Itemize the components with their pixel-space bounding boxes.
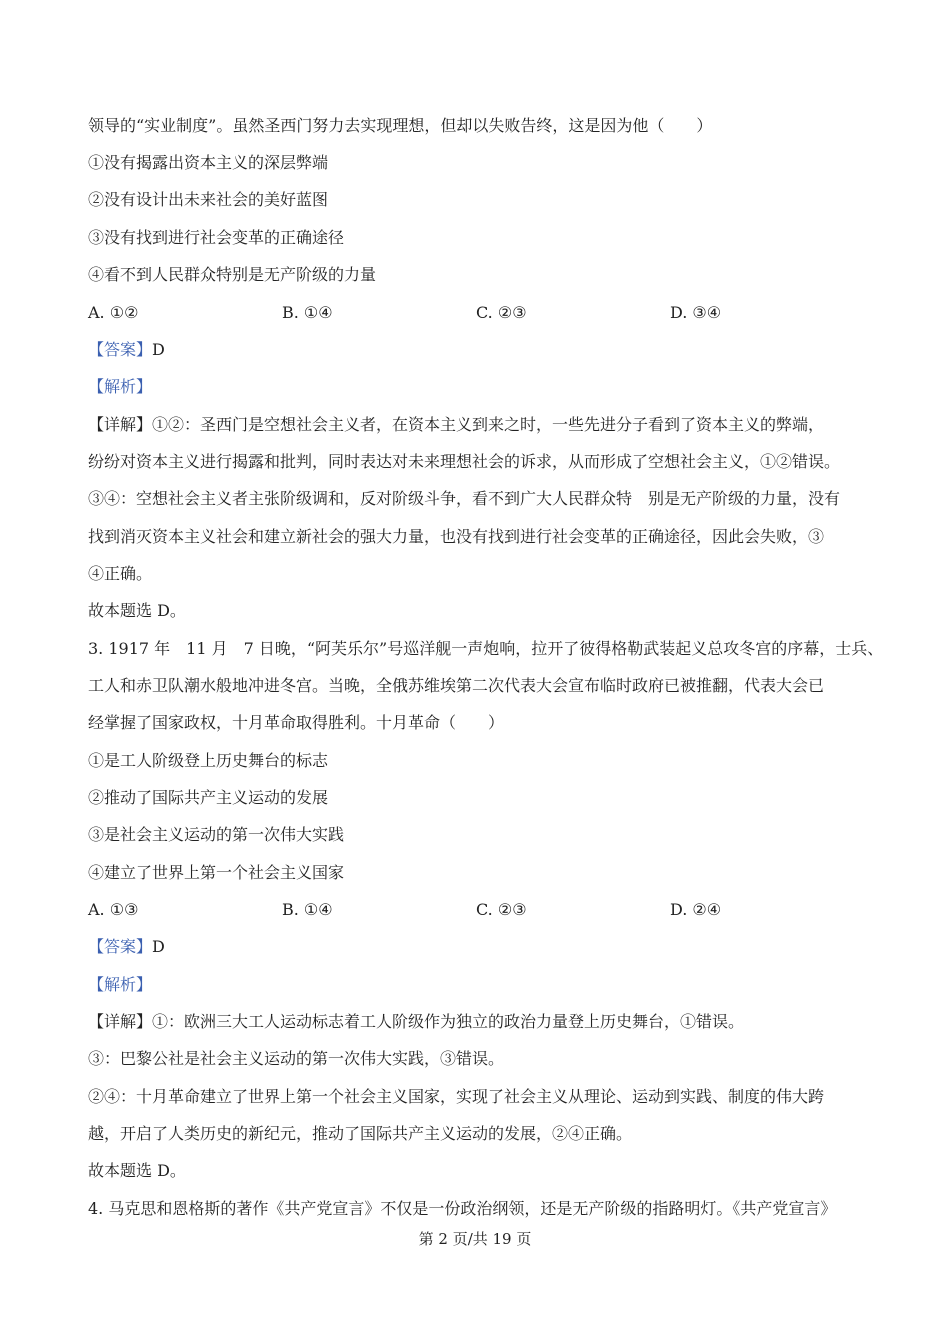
q4-stem: 4. 马克思和恩格斯的著作《共产党宣言》不仅是一份政治纲领，还是无产阶级的指路明灯。《共产党宣言》 [88,1199,837,1218]
q3-item-3: ③是社会主义运动的第一次伟大实践 [88,825,345,844]
q2-analysis-label: 【解析】 [88,377,153,396]
detail-label: 【详解】 [88,1012,153,1031]
q2-detail-2: 纷纷对资本主义进行揭露和批判，同时表达对未来理想社会的诉求，从而形成了空想社会主义，①②错误。 [88,452,841,471]
answer-value: D [152,937,165,956]
q3-option-c: C. ②③ [476,900,527,919]
q3-detail-4: 越，开启了人类历史的新纪元，推动了国际共产主义运动的发展，②④正确。 [88,1124,633,1143]
q3-option-d: D. ②④ [670,900,722,919]
q2-conclusion: 故本题选 D。 [88,601,186,620]
q3-detail-1 [88,1011,744,1033]
q2-option-d: D. ③④ [670,303,722,322]
q2-item-3: ③没有找到进行社会变革的正确途径 [88,228,345,247]
q2-item-1: ①没有揭露出资本主义的深层弊端 [88,153,329,172]
q2-detail-5: ④正确。 [88,564,153,583]
q2-detail-3: ③④：空想社会主义者主张阶级调和，反对阶级斗争，看不到广大人民群众特 别是无产阶级的力量，没有 [88,489,841,508]
detail-text: ①②：圣西门是空想社会主义者，在资本主义到来之时，一些先进分子看到了资本主义的弊端， [152,415,825,434]
q3-detail-2: ③：巴黎公社是社会主义运动的第一次伟大实践，③错误。 [88,1049,505,1068]
q3-item-1: ①是工人阶级登上历史舞台的标志 [88,751,329,770]
q3-detail-3: ②④：十月革命建立了世界上第一个社会主义国家，实现了社会主义从理论、运动到实践、制度的伟大跨 [88,1087,825,1106]
q3-answer [88,936,165,958]
q3-item-4: ④建立了世界上第一个社会主义国家 [88,863,345,882]
q3-stem-3: 经掌握了国家政权，十月革命取得胜利。十月革命（ ） [88,713,505,732]
q2-item-2: ②没有设计出未来社会的美好蓝图 [88,190,329,209]
q2-detail-4: 找到消灭资本主义社会和建立新社会的强大力量，也没有找到进行社会变革的正确途径，因此会失败，③ [88,527,825,546]
q2-detail-1 [88,414,824,436]
q2-option-b: B. ①④ [282,303,333,322]
answer-label: 【答案】 [88,937,153,956]
detail-label: 【详解】 [88,415,153,434]
q3-option-b: B. ①④ [282,900,333,919]
q2-item-4: ④看不到人民群众特别是无产阶级的力量 [88,265,377,284]
page-footer: 第 2 页/共 19 页 [418,1230,532,1248]
q3-stem-1: 3. 1917 年 11 月 7 日晚，“阿芙乐尔”号巡洋舰一声炮响，拉开了彼得格勒武装起义总攻冬宫的序幕，士兵、 [88,639,884,658]
q3-option-a: A. ①③ [88,900,139,919]
q2-option-c: C. ②③ [476,303,527,322]
q2-answer [88,339,165,361]
q3-stem-2: 工人和赤卫队潮水般地冲进冬宫。当晚，全俄苏维埃第二次代表大会宣布临时政府已被推翻，代表大会已 [88,676,825,695]
answer-value: D [152,340,165,359]
q3-conclusion: 故本题选 D。 [88,1161,186,1180]
q3-item-2: ②推动了国际共产主义运动的发展 [88,788,329,807]
detail-text: ①：欧洲三大工人运动标志着工人阶级作为独立的政治力量登上历史舞台，①错误。 [152,1012,745,1031]
answer-label: 【答案】 [88,340,153,359]
q2-stem: 领导的“实业制度”。虽然圣西门努力去实现理想，但却以失败告终，这是因为他（ ） [88,116,713,135]
q3-analysis-label: 【解析】 [88,975,153,994]
q2-option-a: A. ①② [88,303,139,322]
